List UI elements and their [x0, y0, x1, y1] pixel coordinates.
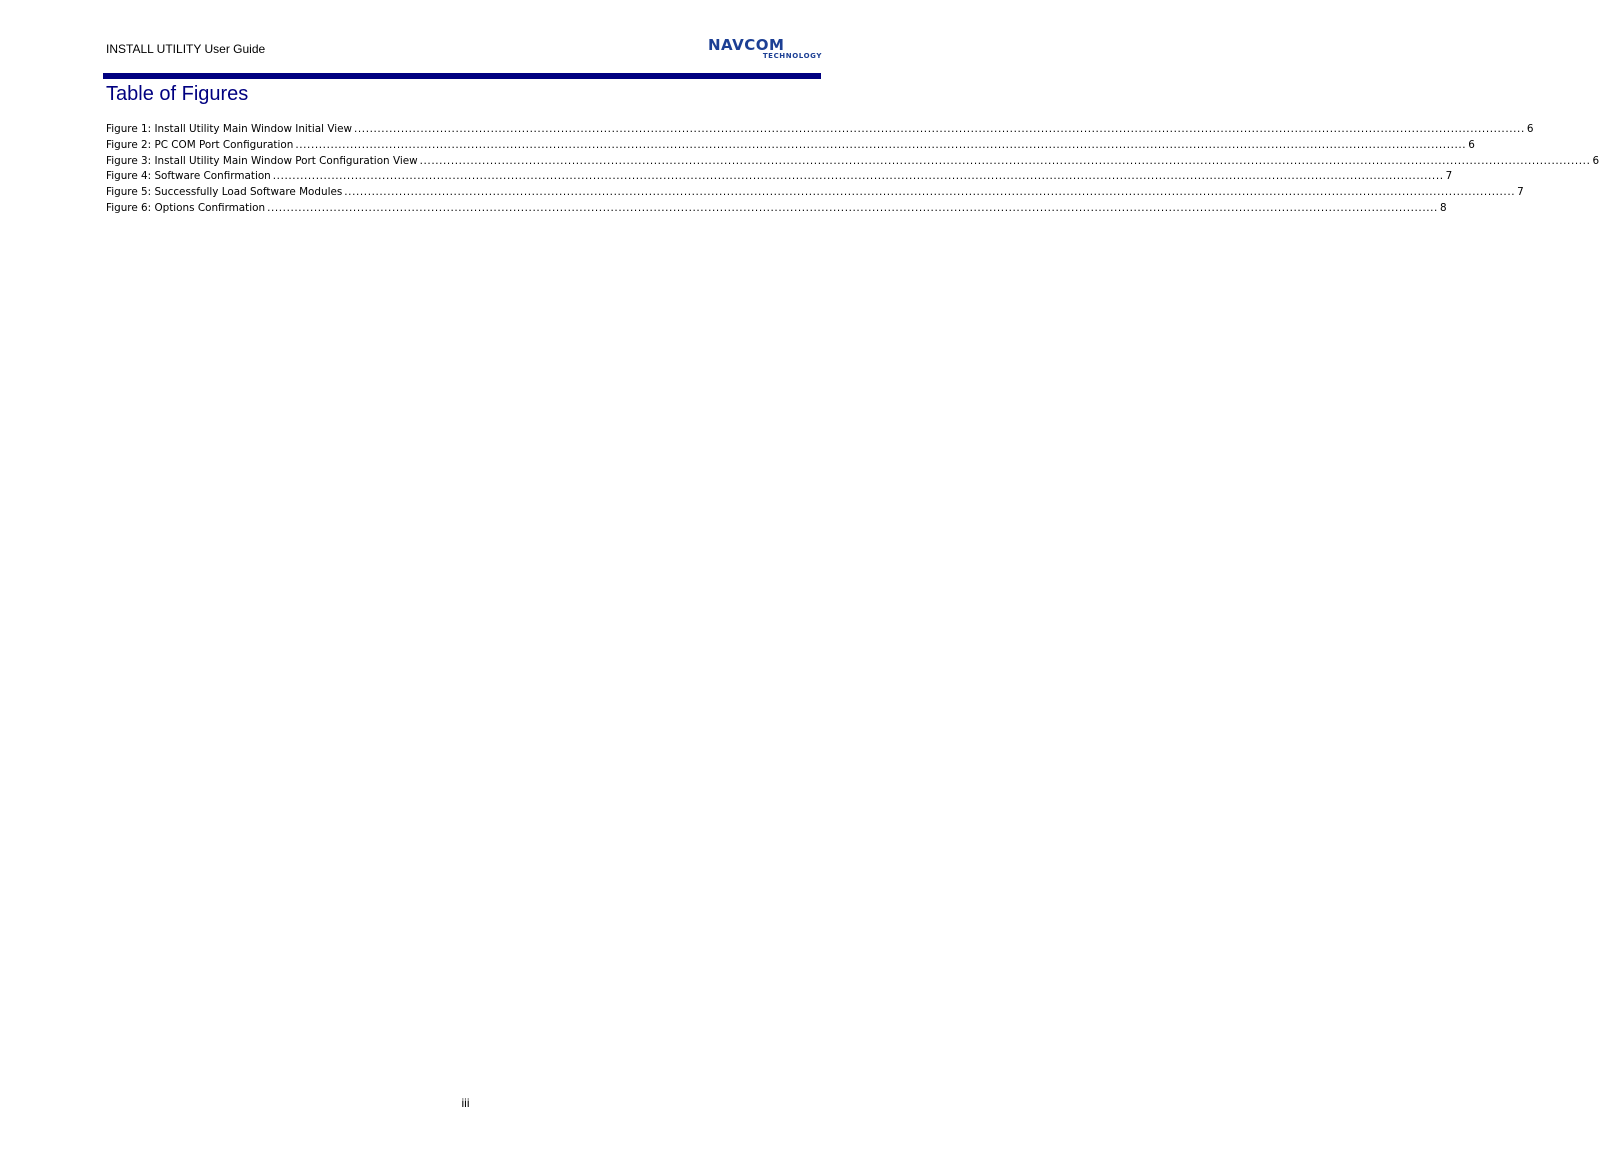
toc-entry[interactable]: [106, 154, 1599, 170]
document-title: INSTALL UTILITY User Guide: [106, 42, 266, 56]
page-title: Table of Figures: [106, 83, 249, 105]
toc-entry-page: 7: [1517, 186, 1524, 199]
page-number: iii: [461, 1096, 470, 1110]
logo-tagline: TECHNOLOGY: [762, 52, 822, 60]
toc-dot-leader: ............................................................................................................................................................................................................................................................................................................: [344, 186, 1516, 199]
toc-entry[interactable]: [106, 201, 1447, 217]
toc-entry-text: Figure 2: PC COM Port Configuration: [106, 138, 294, 151]
toc-dot-leader: ............................................................................................................................................................................................................................................................................................................: [353, 123, 1525, 135]
toc-entry-page: 8: [1439, 201, 1447, 214]
toc-entry-text: Figure 5: Successfully Load Software Modules: [106, 186, 343, 199]
toc-entry-text: Figure 1: Install Utility Main Window Initial View: [106, 123, 352, 135]
toc-entry[interactable]: [106, 185, 1524, 201]
table-of-figures: [106, 122, 1599, 217]
toc-dot-leader: ............................................................................................................................................................................................................................................................................................................: [267, 201, 1438, 214]
toc-entry-text: Figure 6: Options Confirmation: [106, 201, 266, 214]
toc-entry[interactable]: [106, 122, 1534, 138]
toc-entry[interactable]: [106, 169, 1453, 185]
logo-wordmark: NAVCOM: [708, 36, 785, 54]
toc-entry-page: 6: [1468, 138, 1475, 151]
toc-dot-leader: ............................................................................................................................................................................................................................................................................................................: [419, 154, 1591, 167]
toc-entry-page: 6: [1526, 123, 1534, 135]
toc-entry-text: Figure 4: Software Confirmation: [106, 170, 271, 183]
toc-entry-page: 7: [1445, 170, 1453, 183]
toc-dot-leader: ............................................................................................................................................................................................................................................................................................................: [272, 170, 1444, 183]
toc-entry-text: Figure 3: Install Utility Main Window Port Configuration View: [106, 154, 418, 167]
toc-dot-leader: ............................................................................................................................................................................................................................................................................................................: [295, 138, 1467, 151]
toc-entry[interactable]: [106, 138, 1475, 154]
header-divider: [103, 73, 821, 79]
navcom-logo: [708, 38, 822, 62]
toc-entry-page: 6: [1592, 154, 1599, 167]
